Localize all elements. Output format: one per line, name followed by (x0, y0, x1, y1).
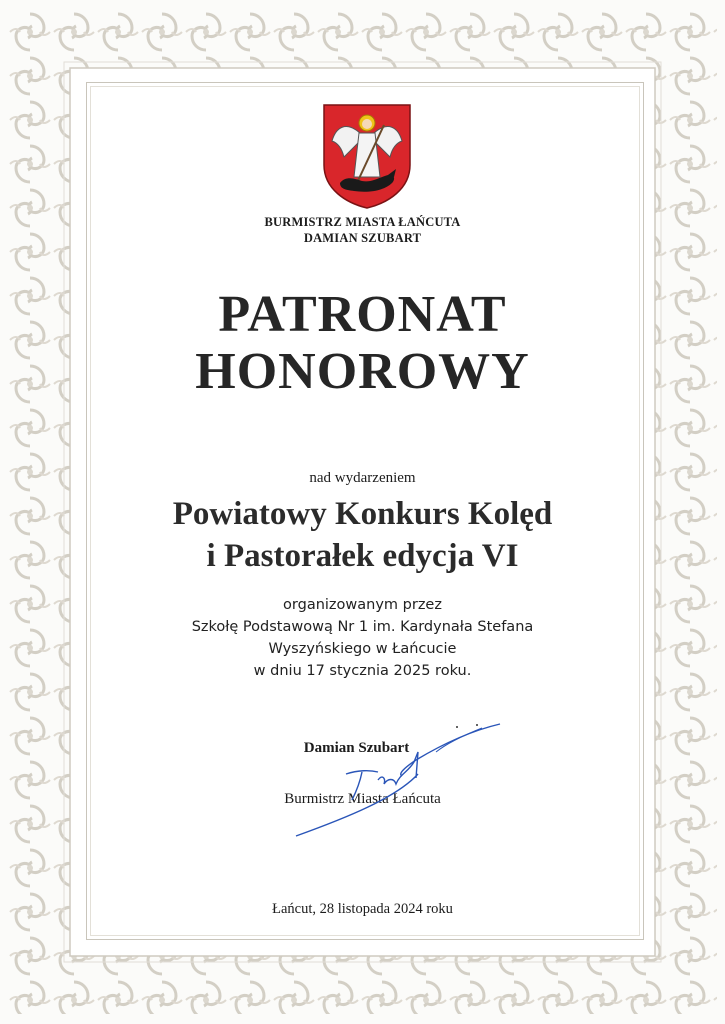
over-event-label: nad wydarzeniem (309, 470, 416, 486)
coat-of-arms-emblem (322, 103, 412, 210)
event-name (0, 493, 725, 577)
issuer-title: BURMISTRZ MIASTA ŁAŃCUTA (264, 215, 461, 229)
title-line-1: PATRONAT (218, 286, 507, 343)
event-name-line-1: Powiatowy Konkurs Kolęd (172, 496, 553, 532)
issuer-heading (0, 214, 725, 246)
signatory-role: Burmistrz Miasta Łańcuta (284, 791, 441, 807)
details-line-3: Wyszyńskiego w Łańcucie (268, 641, 457, 657)
details-line-2: Szkołę Podstawową Nr 1 im. Kardynała Stefana (191, 619, 534, 635)
ink-dot (456, 726, 458, 728)
issuer-name: DAMIAN SZUBART (303, 231, 422, 245)
title-line-2: HONOROWY (195, 343, 530, 400)
ink-dot (476, 724, 478, 726)
document-title (0, 286, 725, 400)
event-details (0, 594, 725, 682)
signatory-name: Damian Szubart (303, 740, 410, 756)
details-line-4: w dniu 17 stycznia 2025 roku. (253, 663, 472, 679)
handwritten-signature (286, 718, 516, 843)
place-and-date: Łańcut, 28 listopada 2024 roku (272, 901, 453, 917)
details-line-1: organizowanym przez (283, 597, 442, 613)
event-name-line-2: i Pastorałek edycja VI (206, 538, 519, 574)
